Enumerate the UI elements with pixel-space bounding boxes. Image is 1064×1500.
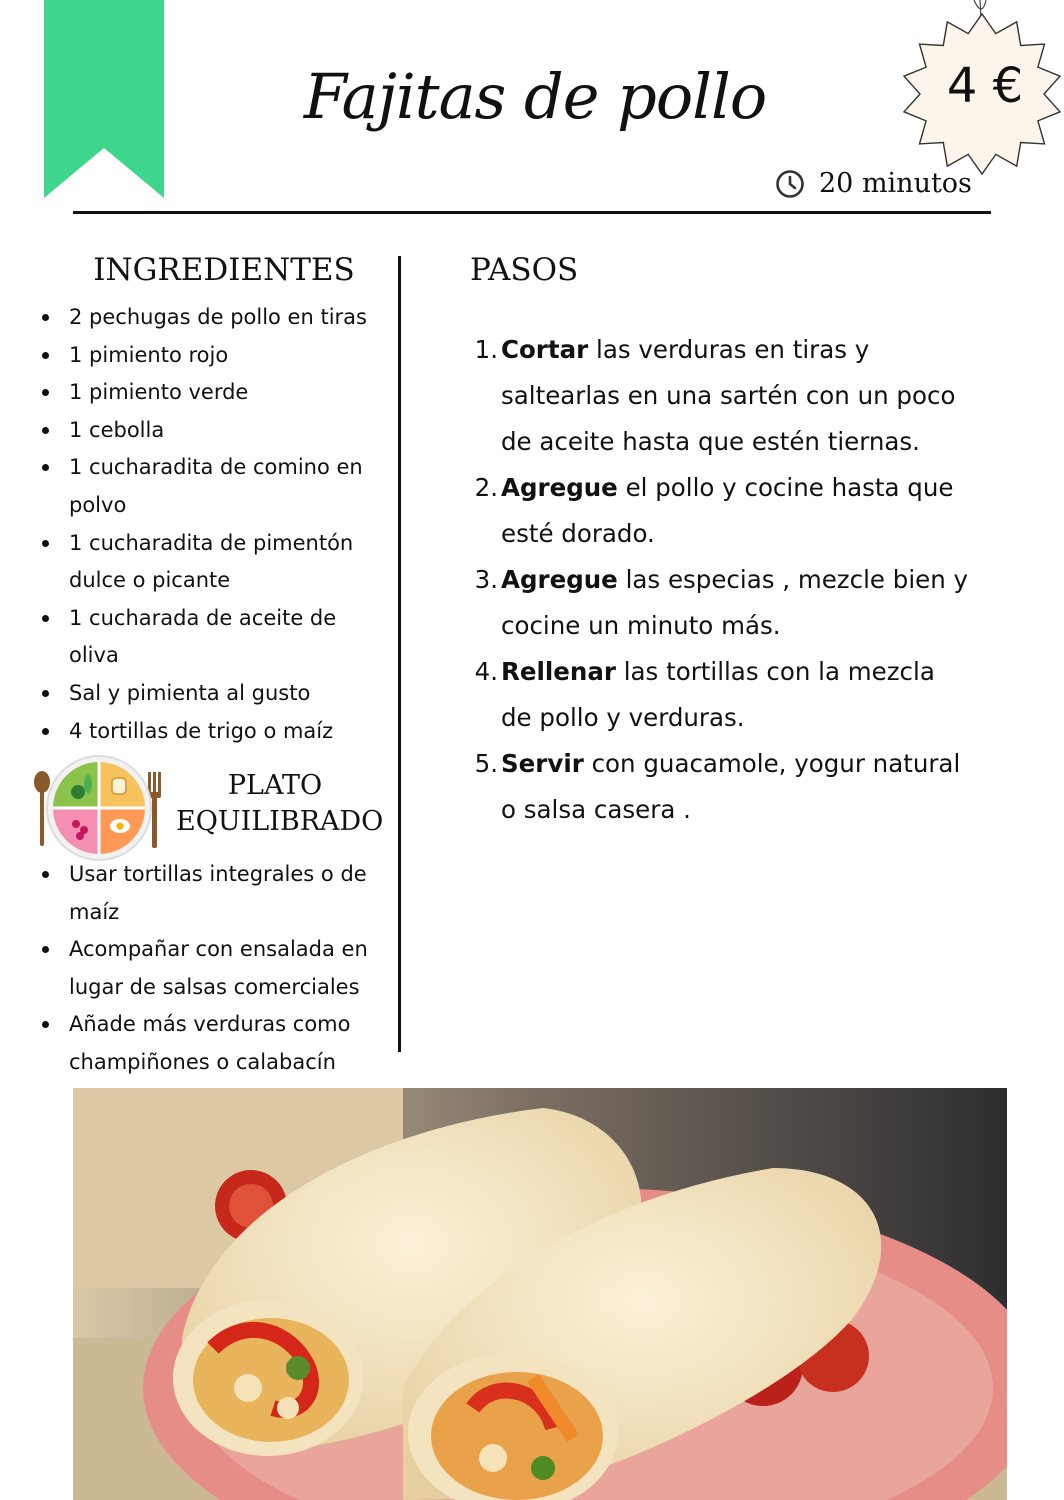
- list-item: Sal y pimienta al gusto: [40, 675, 385, 713]
- step-item: 5. Servir con guacamole, yogur natural o salsa casera .: [474, 749, 961, 824]
- fajitas-photo: [73, 1088, 1007, 1500]
- list-item: 1 cebolla: [40, 412, 385, 450]
- balanced-plate-heading: PLATO EQUILIBRADO: [176, 770, 384, 837]
- balanced-plate-icon: [30, 752, 166, 864]
- step-item: 1. Cortar las verduras en tiras y saltearlas en una sartén con un poco de aceite hasta que estén tiernas.: [474, 335, 956, 456]
- prep-time: [775, 168, 972, 199]
- list-item: 1 pimiento rojo: [40, 337, 385, 375]
- list-item: 4 tortillas de trigo o maíz: [40, 713, 385, 751]
- list-item: Acompañar con ensalada en lugar de salsas comerciales: [40, 931, 385, 1006]
- step-text: las verduras en tiras y saltearlas en una sartén con un poco de aceite hasta que estén tiernas.: [501, 335, 956, 456]
- recipe-title: Fajitas de pollo: [303, 60, 767, 133]
- step-text: con guacamole, yogur natural o salsa casera .: [501, 749, 961, 824]
- list-item: Usar tortillas integrales o de maíz: [40, 856, 385, 931]
- step-text: el pollo y cocine hasta que esté dorado.: [501, 473, 954, 548]
- prep-time-label: 20 minutos: [819, 168, 972, 199]
- price: 4 €: [946, 58, 1024, 114]
- column-divider: [398, 256, 401, 1052]
- step-text: las especias , mezcle bien y cocine un minuto más.: [501, 565, 969, 640]
- step-item: 3. Agregue las especias , mezcle bien y cocine un minuto más.: [474, 565, 969, 640]
- list-item: Añade más verduras como champiñones o calabacín: [40, 1006, 385, 1081]
- steps-heading: PASOS: [470, 252, 579, 288]
- step-verb: Cortar: [501, 335, 589, 364]
- header-divider: [73, 211, 991, 214]
- step-text: las tortillas con la mezcla de pollo y verduras.: [501, 657, 935, 732]
- steps-list: [470, 327, 970, 833]
- clock-icon: [775, 169, 805, 199]
- step-item: 2. Agregue el pollo y cocine hasta que esté dorado.: [474, 473, 954, 548]
- balanced-plate-tips: [40, 856, 385, 1082]
- list-item: 1 cucharadita de comino en polvo: [40, 449, 385, 524]
- bookmark-ribbon: [44, 0, 164, 198]
- step-verb: Rellenar: [501, 657, 616, 686]
- list-item: 1 cucharadita de pimentón dulce o picante: [40, 525, 385, 600]
- ingredients-list: [40, 299, 385, 750]
- step-verb: Agregue: [501, 473, 618, 502]
- step-verb: Agregue: [501, 565, 618, 594]
- list-item: 1 pimiento verde: [40, 374, 385, 412]
- list-item: 1 cucharada de aceite de oliva: [40, 600, 385, 675]
- step-verb: Servir: [501, 749, 584, 778]
- ingredients-heading: INGREDIENTES: [93, 252, 355, 288]
- step-item: 4. Rellenar las tortillas con la mezcla de pollo y verduras.: [474, 657, 935, 732]
- list-item: 2 pechugas de pollo en tiras: [40, 299, 385, 337]
